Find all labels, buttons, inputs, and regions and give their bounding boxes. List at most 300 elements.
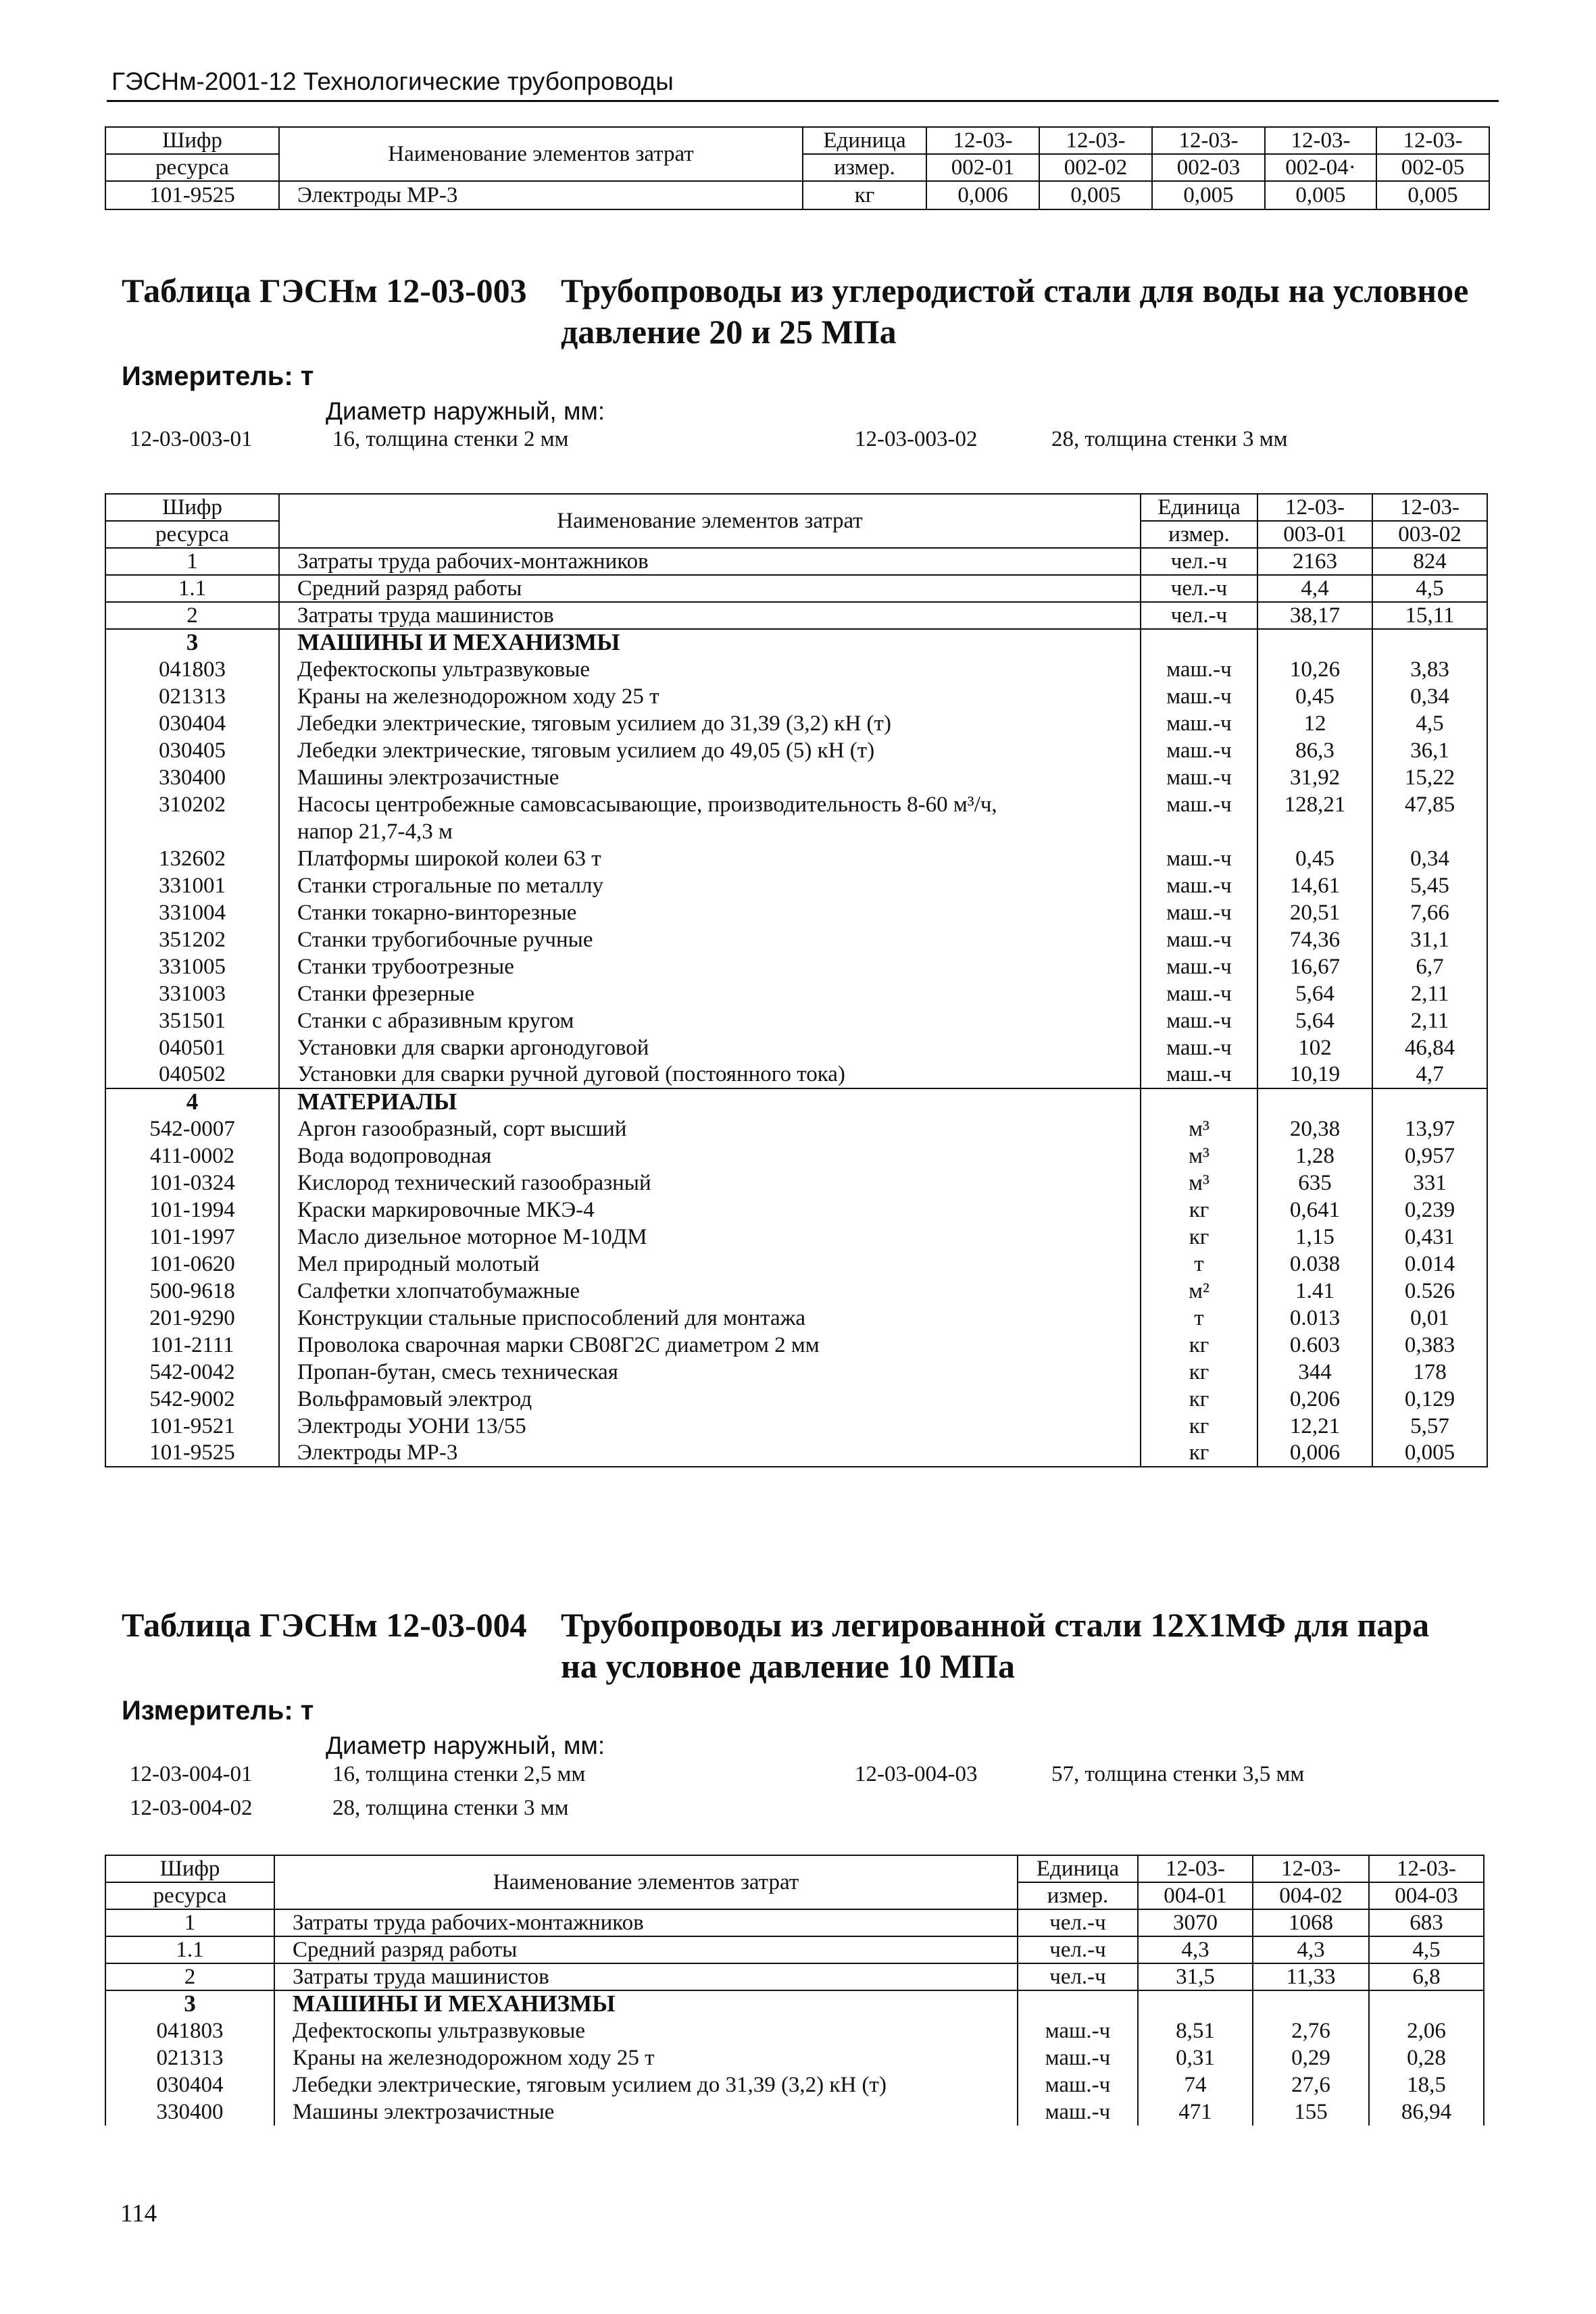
table-row	[105, 2098, 1484, 2126]
value: 0,641	[1257, 1197, 1372, 1224]
value: 86,3	[1257, 737, 1372, 764]
resource-name: Аргон газообразный, сорт высший	[279, 1115, 1141, 1142]
table-004	[105, 1855, 1485, 2126]
col-header: 003-01	[1257, 521, 1372, 548]
col-header: 004-01	[1138, 1882, 1253, 1909]
value: 0,45	[1257, 683, 1372, 710]
value: 4,3	[1253, 1936, 1369, 1963]
value: 0,01	[1372, 1305, 1487, 1332]
resource-code: 201-9290	[105, 1305, 279, 1332]
header-rule	[107, 100, 1499, 102]
resource-code: 021313	[105, 2044, 274, 2071]
resource-name: Краны на железнодорожном ходу 25 т	[279, 683, 1141, 710]
variant-text: 16, толщина стенки 2,5 мм	[332, 1762, 586, 1786]
table-row	[105, 2044, 1484, 2071]
value	[1257, 1088, 1372, 1115]
section-row	[105, 1990, 1484, 2017]
value: 5,64	[1257, 1007, 1372, 1034]
value: 155	[1253, 2098, 1369, 2126]
resource-code: 542-0007	[105, 1115, 279, 1142]
resource-code: 3	[105, 629, 279, 656]
table-003-title-line1: Трубопроводы из углеродистой стали для воды на условное	[561, 272, 1469, 309]
resource-name: Станки строгальные по металлу	[279, 872, 1141, 899]
unit: маш.-ч	[1141, 764, 1257, 791]
resource-name: Салфетки хлопчатобумажные	[279, 1278, 1141, 1305]
table-row	[105, 1440, 1487, 1467]
value: 16,67	[1257, 953, 1372, 980]
resource-code: 542-0042	[105, 1359, 279, 1386]
resource-name: Электроды МР-3	[279, 1440, 1141, 1467]
table-row	[105, 980, 1487, 1007]
unit: кг	[1141, 1332, 1257, 1359]
variant-code: 12-03-004-03	[855, 1762, 978, 1786]
resource-code: 030404	[105, 2071, 274, 2098]
value: 2,06	[1369, 2017, 1484, 2044]
value: 0.603	[1257, 1332, 1372, 1359]
value: 2163	[1257, 548, 1372, 575]
table-row	[105, 1909, 1484, 1936]
value: 824	[1372, 548, 1487, 575]
value: 0.013	[1257, 1305, 1372, 1332]
value: 3,83	[1372, 656, 1487, 683]
value: 4,5	[1372, 710, 1487, 737]
value: 5,64	[1257, 980, 1372, 1007]
resource-name: Лебедки электрические, тяговым усилием до 49,05 (5) кН (т)	[279, 737, 1141, 764]
value: 4,3	[1138, 1936, 1253, 1963]
value: 12	[1257, 710, 1372, 737]
value: 471	[1138, 2098, 1253, 2126]
unit: чел.-ч	[1141, 575, 1257, 602]
value: 4,7	[1372, 1061, 1487, 1088]
unit: кг	[1141, 1224, 1257, 1251]
resource-name: Электроды МР-3	[279, 181, 803, 209]
value: 0,31	[1138, 2044, 1253, 2071]
value: 86,94	[1369, 2098, 1484, 2126]
col-header: 12-03-	[1138, 1855, 1253, 1882]
resource-name: Масло дизельное моторное М-10ДМ	[279, 1224, 1141, 1251]
table-row	[105, 737, 1487, 764]
value: 331	[1372, 1169, 1487, 1197]
resource-name: Дефектоскопы ультразвуковые	[279, 656, 1141, 683]
value: 20,51	[1257, 899, 1372, 926]
col-header: 12-03-	[1253, 1855, 1369, 1882]
resource-code: 330400	[105, 764, 279, 791]
table-003-title-line2: давление 20 и 25 МПа	[561, 313, 897, 351]
resource-code: 101-0324	[105, 1169, 279, 1197]
value: 4,5	[1372, 575, 1487, 602]
value: 0,005	[1372, 1440, 1487, 1467]
table-row	[105, 1936, 1484, 1963]
value: 20,38	[1257, 1115, 1372, 1142]
unit: чел.-ч	[1018, 1909, 1138, 1936]
resource-code: 030404	[105, 710, 279, 737]
value: 0,239	[1372, 1197, 1487, 1224]
value: 0,29	[1253, 2044, 1369, 2071]
table-row	[105, 1061, 1487, 1088]
table-003-measure: Измеритель: т	[122, 361, 314, 391]
value: 0,34	[1372, 683, 1487, 710]
value: 102	[1257, 1034, 1372, 1061]
value	[1253, 1990, 1369, 2017]
resource-name: Затраты труда рабочих-монтажников	[279, 548, 1141, 575]
resource-name: Затраты труда рабочих-монтажников	[274, 1909, 1018, 1936]
resource-code: 101-0620	[105, 1251, 279, 1278]
variant-text: 28, толщина стенки 3 мм	[1051, 427, 1288, 451]
table-row	[105, 1332, 1487, 1359]
table-row	[105, 764, 1487, 791]
resource-code: 030405	[105, 737, 279, 764]
unit-header: измер.	[803, 154, 926, 181]
value: 15,22	[1372, 764, 1487, 791]
name-header: Наименование элементов затрат	[279, 494, 1141, 548]
table-004-title-line1: Трубопроводы из легированной стали 12Х1МФ для пара	[561, 1606, 1430, 1644]
value	[1257, 629, 1372, 656]
unit: м²	[1141, 1278, 1257, 1305]
value: 2,11	[1372, 980, 1487, 1007]
value: 27,6	[1253, 2071, 1369, 2098]
unit: т	[1141, 1251, 1257, 1278]
value: 6,7	[1372, 953, 1487, 980]
resource-code: 2	[105, 602, 279, 629]
value: 1,28	[1257, 1142, 1372, 1169]
section-row	[105, 1088, 1487, 1115]
code-header: ресурса	[105, 1882, 274, 1909]
unit	[1141, 818, 1257, 845]
resource-code: 040501	[105, 1034, 279, 1061]
value: 38,17	[1257, 602, 1372, 629]
resource-code: 351202	[105, 926, 279, 953]
value: 4,4	[1257, 575, 1372, 602]
table-row	[105, 1007, 1487, 1034]
unit: маш.-ч	[1141, 1034, 1257, 1061]
resource-code: 331001	[105, 872, 279, 899]
value: 6,8	[1369, 1963, 1484, 1990]
resource-name: МАШИНЫ И МЕХАНИЗМЫ	[279, 629, 1141, 656]
table-row	[105, 1413, 1487, 1440]
resource-name: Мел природный молотый	[279, 1251, 1141, 1278]
resource-code: 4	[105, 1088, 279, 1115]
table-row	[105, 548, 1487, 575]
resource-name: МАШИНЫ И МЕХАНИЗМЫ	[274, 1990, 1018, 2017]
unit: т	[1141, 1305, 1257, 1332]
col-header: 002-05	[1376, 154, 1489, 181]
code-header: Шифр	[105, 1855, 274, 1882]
value: 36,1	[1372, 737, 1487, 764]
value: 10,19	[1257, 1061, 1372, 1088]
unit: маш.-ч	[1141, 710, 1257, 737]
table-row	[105, 710, 1487, 737]
resource-name: Краски маркировочные МКЭ-4	[279, 1197, 1141, 1224]
resource-code: 1.1	[105, 1936, 274, 1963]
table-004-title-line2: на условное давление 10 МПа	[561, 1647, 1016, 1685]
unit: маш.-ч	[1141, 845, 1257, 872]
unit: кг	[1141, 1359, 1257, 1386]
running-head: ГЭСНм-2001-12 Технологические трубопроводы	[111, 68, 674, 95]
resource-name: Пропан-бутан, смесь техническая	[279, 1359, 1141, 1386]
unit: кг	[1141, 1413, 1257, 1440]
unit: чел.-ч	[1141, 548, 1257, 575]
unit-header: Единица	[1141, 494, 1257, 521]
unit-header: измер.	[1141, 521, 1257, 548]
unit	[1141, 1088, 1257, 1115]
resource-code: 101-9525	[105, 1440, 279, 1467]
resource-name: Конструкции стальные приспособлений для монтажа	[279, 1305, 1141, 1332]
unit: маш.-ч	[1141, 926, 1257, 953]
unit: чел.-ч	[1018, 1936, 1138, 1963]
section-row	[105, 629, 1487, 656]
unit: кг	[1141, 1440, 1257, 1467]
col-header: 002-03	[1152, 154, 1265, 181]
value: 74	[1138, 2071, 1253, 2098]
table-row	[105, 953, 1487, 980]
unit: маш.-ч	[1018, 2071, 1138, 2098]
resource-name: Станки фрезерные	[279, 980, 1141, 1007]
unit: маш.-ч	[1018, 2044, 1138, 2071]
value: 0,005	[1039, 181, 1152, 209]
value: 0.526	[1372, 1278, 1487, 1305]
unit: маш.-ч	[1141, 953, 1257, 980]
resource-name: Станки трубоотрезные	[279, 953, 1141, 980]
resource-name: Электроды УОНИ 13/55	[279, 1413, 1141, 1440]
table-row	[105, 872, 1487, 899]
table-row	[105, 602, 1487, 629]
resource-name: Лебедки электрические, тяговым усилием до 31,39 (3,2) кН (т)	[274, 2071, 1018, 2098]
value: 178	[1372, 1359, 1487, 1386]
resource-name: напор 21,7-4,3 м	[279, 818, 1141, 845]
value	[1257, 818, 1372, 845]
value: 0,005	[1265, 181, 1376, 209]
resource-name: Проволока сварочная марки СВ08Г2С диаметром 2 мм	[279, 1332, 1141, 1359]
unit: маш.-ч	[1141, 1007, 1257, 1034]
value: 15,11	[1372, 602, 1487, 629]
value: 5,57	[1372, 1413, 1487, 1440]
table-004-measure: Измеритель: т	[122, 1696, 314, 1726]
value	[1369, 1990, 1484, 2017]
table-row	[105, 899, 1487, 926]
value: 0,34	[1372, 845, 1487, 872]
unit: кг	[803, 181, 926, 209]
col-header: 003-02	[1372, 521, 1487, 548]
resource-code: 1.1	[105, 575, 279, 602]
resource-code: 132602	[105, 845, 279, 872]
value: 0.014	[1372, 1251, 1487, 1278]
value: 10,26	[1257, 656, 1372, 683]
value: 1068	[1253, 1909, 1369, 1936]
value: 1,15	[1257, 1224, 1372, 1251]
table-row	[105, 791, 1487, 818]
resource-name: Установки для сварки аргонодуговой	[279, 1034, 1141, 1061]
col-header: 12-03-	[926, 127, 1039, 154]
value: 47,85	[1372, 791, 1487, 818]
resource-name: Станки трубогибочные ручные	[279, 926, 1141, 953]
table-row	[105, 845, 1487, 872]
table-row	[105, 1386, 1487, 1413]
unit: кг	[1141, 1197, 1257, 1224]
unit: м³	[1141, 1115, 1257, 1142]
value: 683	[1369, 1909, 1484, 1936]
table-row	[105, 1169, 1487, 1197]
resource-code	[105, 818, 279, 845]
resource-name: Вольфрамовый электрод	[279, 1386, 1141, 1413]
resource-name: Лебедки электрические, тяговым усилием до 31,39 (3,2) кН (т)	[279, 710, 1141, 737]
page-number: 114	[120, 2200, 157, 2228]
value: 635	[1257, 1169, 1372, 1197]
col-header: 12-03-	[1369, 1855, 1484, 1882]
col-header: 002-01	[926, 154, 1039, 181]
value	[1372, 629, 1487, 656]
value: 0,005	[1152, 181, 1265, 209]
unit	[1141, 629, 1257, 656]
table-row	[105, 1115, 1487, 1142]
unit: м³	[1141, 1169, 1257, 1197]
value	[1138, 1990, 1253, 2017]
value: 46,84	[1372, 1034, 1487, 1061]
value: 0,006	[1257, 1440, 1372, 1467]
resource-name: Кислород технический газообразный	[279, 1169, 1141, 1197]
resource-code: 040502	[105, 1061, 279, 1088]
variant-code: 12-03-003-02	[855, 427, 978, 451]
unit: м³	[1141, 1142, 1257, 1169]
table-row	[105, 1963, 1484, 1990]
col-header: 12-03-	[1376, 127, 1489, 154]
resource-code: 500-9618	[105, 1278, 279, 1305]
unit: маш.-ч	[1141, 872, 1257, 899]
unit: маш.-ч	[1141, 791, 1257, 818]
value: 8,51	[1138, 2017, 1253, 2044]
value: 0,206	[1257, 1386, 1372, 1413]
col-header: 004-03	[1369, 1882, 1484, 1909]
variant-text: 28, толщина стенки 3 мм	[332, 1796, 569, 1820]
col-header: 004-02	[1253, 1882, 1369, 1909]
value: 344	[1257, 1359, 1372, 1386]
unit	[1018, 1990, 1138, 2017]
code-header: ресурса	[105, 521, 279, 548]
code-header: ресурса	[105, 154, 279, 181]
value: 74,36	[1257, 926, 1372, 953]
resource-name: Станки с абразивным кругом	[279, 1007, 1141, 1034]
resource-code: 021313	[105, 683, 279, 710]
value: 0,006	[926, 181, 1039, 209]
resource-name: Затраты труда машинистов	[274, 1963, 1018, 1990]
table-row	[105, 1251, 1487, 1278]
value: 31,5	[1138, 1963, 1253, 1990]
table-row	[105, 575, 1487, 602]
value: 12,21	[1257, 1413, 1372, 1440]
table-row	[105, 926, 1487, 953]
resource-name: Краны на железнодорожном ходу 25 т	[274, 2044, 1018, 2071]
table-004-title-label: Таблица ГЭСНм 12-03-004	[122, 1606, 527, 1644]
table-row	[105, 656, 1487, 683]
resource-code: 1	[105, 1909, 274, 1936]
unit: маш.-ч	[1018, 2017, 1138, 2044]
resource-name: Вода водопроводная	[279, 1142, 1141, 1169]
resource-name: Платформы широкой колеи 63 т	[279, 845, 1141, 872]
unit: кг	[1141, 1386, 1257, 1413]
code-header: Шифр	[105, 494, 279, 521]
resource-name: Средний разряд работы	[274, 1936, 1018, 1963]
value: 4,5	[1369, 1936, 1484, 1963]
resource-name: Насосы центробежные самовсасывающие, производительность 8-60 м³/ч,	[279, 791, 1141, 818]
table-003-diameter-label: Диаметр наружный, мм:	[326, 397, 605, 425]
resource-code: 542-9002	[105, 1386, 279, 1413]
resource-code: 411-0002	[105, 1142, 279, 1169]
resource-code: 041803	[105, 656, 279, 683]
variant-text: 16, толщина стенки 2 мм	[332, 427, 569, 451]
resource-name: Дефектоскопы ультразвуковые	[274, 2017, 1018, 2044]
unit: чел.-ч	[1141, 602, 1257, 629]
value: 0,431	[1372, 1224, 1487, 1251]
resource-code: 1	[105, 548, 279, 575]
table-row	[105, 2017, 1484, 2044]
value: 0,129	[1372, 1386, 1487, 1413]
resource-name: Средний разряд работы	[279, 575, 1141, 602]
table-row	[105, 1034, 1487, 1061]
value: 7,66	[1372, 899, 1487, 926]
unit: чел.-ч	[1018, 1963, 1138, 1990]
table-row	[105, 683, 1487, 710]
unit-header: измер.	[1018, 1882, 1138, 1909]
code-header: Шифр	[105, 127, 279, 154]
col-header: 002-02	[1039, 154, 1152, 181]
variant-code: 12-03-004-02	[130, 1796, 253, 1820]
value: 1.41	[1257, 1278, 1372, 1305]
resource-code: 310202	[105, 791, 279, 818]
col-header: 12-03-	[1265, 127, 1376, 154]
table-row	[105, 1359, 1487, 1386]
continuation-table	[105, 126, 1490, 210]
col-header: 12-03-	[1372, 494, 1487, 521]
variant-code: 12-03-004-01	[130, 1762, 253, 1786]
value: 18,5	[1369, 2071, 1484, 2098]
resource-code: 331003	[105, 980, 279, 1007]
value: 0,005	[1376, 181, 1489, 209]
value: 0.038	[1257, 1251, 1372, 1278]
col-header: 002-04·	[1265, 154, 1376, 181]
unit: маш.-ч	[1141, 683, 1257, 710]
resource-code: 041803	[105, 2017, 274, 2044]
table-row	[105, 2071, 1484, 2098]
value: 13,97	[1372, 1115, 1487, 1142]
value: 11,33	[1253, 1963, 1369, 1990]
resource-code: 331004	[105, 899, 279, 926]
value: 2,76	[1253, 2017, 1369, 2044]
resource-code: 101-2111	[105, 1332, 279, 1359]
value: 0,45	[1257, 845, 1372, 872]
resource-code: 331005	[105, 953, 279, 980]
col-header: 12-03-	[1152, 127, 1265, 154]
resource-name: Установки для сварки ручной дуговой (постоянного тока)	[279, 1061, 1141, 1088]
table-row	[105, 818, 1487, 845]
resource-name: МАТЕРИАЛЫ	[279, 1088, 1141, 1115]
value: 0,383	[1372, 1332, 1487, 1359]
unit: маш.-ч	[1141, 1061, 1257, 1088]
table-row	[105, 1142, 1487, 1169]
resource-code: 101-1994	[105, 1197, 279, 1224]
table-row	[105, 1278, 1487, 1305]
variant-code: 12-03-003-01	[130, 427, 253, 451]
unit-header: Единица	[1018, 1855, 1138, 1882]
value: 2,11	[1372, 1007, 1487, 1034]
table-row	[105, 1197, 1487, 1224]
resource-code: 351501	[105, 1007, 279, 1034]
value: 3070	[1138, 1909, 1253, 1936]
value: 5,45	[1372, 872, 1487, 899]
value	[1372, 1088, 1487, 1115]
resource-code: 3	[105, 1990, 274, 2017]
unit: маш.-ч	[1141, 737, 1257, 764]
value: 31,1	[1372, 926, 1487, 953]
table-003	[105, 493, 1488, 1467]
